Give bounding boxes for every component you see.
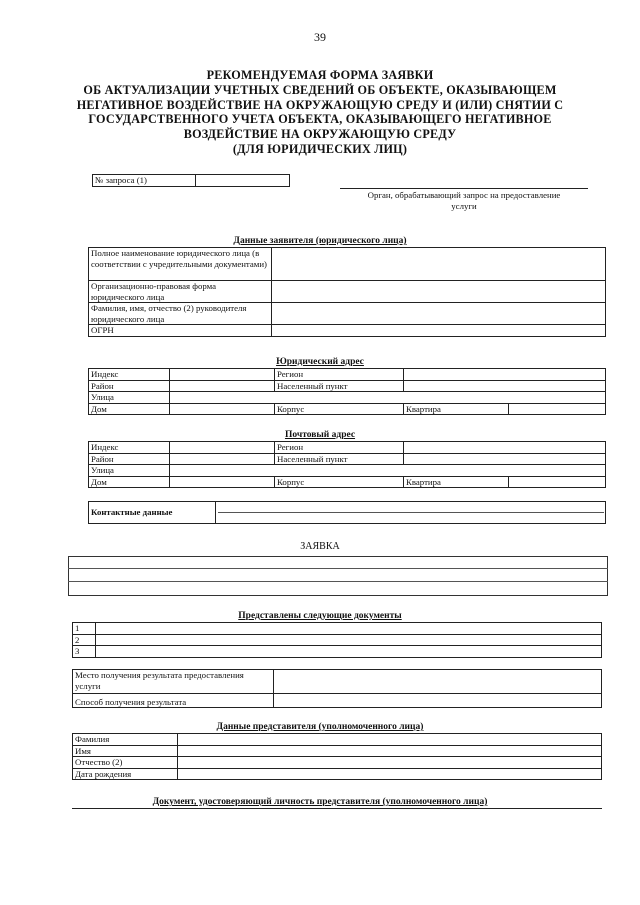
- title-line: РЕКОМЕНДУЕМАЯ ФОРМА ЗАЯВКИ: [206, 68, 434, 82]
- rep-first-name-field[interactable]: [178, 745, 602, 757]
- documents-table: [72, 622, 602, 658]
- result-method-label: Способ получения результата: [73, 694, 274, 708]
- contacts-inner-line: [218, 512, 604, 513]
- legal-house-field[interactable]: [170, 403, 275, 415]
- legal-locality-field[interactable]: [404, 380, 606, 392]
- head-name-field[interactable]: [272, 303, 606, 325]
- rep-patronymic-label: Отчество (2): [73, 757, 178, 769]
- title-line: (ДЛЯ ЮРИДИЧЕСКИХ ЛИЦ): [232, 141, 408, 156]
- applicant-table: [88, 247, 606, 337]
- identity-doc-line[interactable]: [72, 808, 602, 809]
- legal-street-field[interactable]: [170, 392, 606, 404]
- organ-line[interactable]: [340, 188, 588, 189]
- rep-first-name-label: Имя: [73, 745, 178, 757]
- rep-birth-date-label: Дата рождения: [73, 768, 178, 780]
- contacts-label: Контактные данные: [89, 502, 216, 524]
- title-line: ВОЗДЕЙСТВИЕ НА ОКРУЖАЮЩУЮ СРЕДУ: [183, 127, 457, 142]
- legal-index-label: Индекс: [89, 369, 170, 381]
- rep-last-name-label: Фамилия: [73, 734, 178, 746]
- organ-caption: [340, 190, 588, 212]
- rep-patronymic-field[interactable]: [178, 757, 602, 769]
- identity-doc-heading: Документ, удостоверяющий личность представителя (уполномоченного лица): [152, 797, 488, 807]
- postal-building-label: Корпус: [275, 476, 404, 488]
- postal-address-heading: Почтовый адрес: [284, 430, 356, 440]
- title-line: ОБ АКТУАЛИЗАЦИИ УЧЕТНЫХ СВЕДЕНИЙ ОБ ОБЪЕКТЕ, ОКАЗЫВАЮЩЕМ: [83, 82, 557, 97]
- legal-region-label: Регион: [275, 369, 404, 381]
- postal-locality-field[interactable]: [404, 453, 606, 465]
- legal-address-heading: Юридический адрес: [276, 357, 364, 367]
- postal-region-label: Регион: [275, 442, 404, 454]
- request-number-label: № запроса (1): [93, 175, 196, 187]
- legal-form-label: Организационно-правовая форма юридического лица: [89, 281, 272, 303]
- legal-district-field[interactable]: [170, 380, 275, 392]
- page-number: 39: [314, 30, 326, 44]
- representative-table: [72, 733, 602, 780]
- postal-street-label: Улица: [89, 465, 170, 477]
- legal-region-field[interactable]: [404, 369, 606, 381]
- result-method-field[interactable]: [274, 694, 602, 708]
- legal-apartment-field[interactable]: [509, 403, 606, 415]
- result-place-field[interactable]: [274, 670, 602, 694]
- legal-apartment-label: Квартира: [404, 403, 509, 415]
- legal-form-field[interactable]: [272, 281, 606, 303]
- result-table: [72, 669, 602, 708]
- document-field[interactable]: [96, 623, 602, 635]
- ogrn-field[interactable]: [272, 325, 606, 337]
- result-place-label: Место получения результата предоставления услуги: [73, 670, 274, 694]
- document-number: 2: [73, 634, 96, 646]
- postal-apartment-label: Квартира: [404, 476, 509, 488]
- postal-district-field[interactable]: [170, 453, 275, 465]
- legal-index-field[interactable]: [170, 369, 275, 381]
- application-text-field[interactable]: [68, 556, 608, 596]
- postal-locality-label: Населенный пункт: [275, 453, 404, 465]
- postal-house-field[interactable]: [170, 476, 275, 488]
- full-name-label: Полное наименование юридического лица (в соответствии с учредительными документами): [89, 248, 272, 281]
- document-field[interactable]: [96, 634, 602, 646]
- postal-street-field[interactable]: [170, 465, 606, 477]
- ogrn-label: ОГРН: [89, 325, 272, 337]
- legal-street-label: Улица: [89, 392, 170, 404]
- rep-birth-date-field[interactable]: [178, 768, 602, 780]
- request-number-table: [92, 174, 290, 187]
- legal-locality-label: Населенный пункт: [275, 380, 404, 392]
- document-number: 3: [73, 646, 96, 658]
- legal-district-label: Район: [89, 380, 170, 392]
- application-rule: [68, 581, 608, 582]
- head-name-label: Фамилия, имя, отчество (2) руководителя юридического лица: [89, 303, 272, 325]
- application-rule: [68, 568, 608, 569]
- legal-address-table: [88, 368, 606, 415]
- postal-region-field[interactable]: [404, 442, 606, 454]
- postal-house-label: Дом: [89, 476, 170, 488]
- organ-caption-line: услуги: [451, 201, 477, 211]
- title-line: ГОСУДАРСТВЕННОГО УЧЕТА ОБЪЕКТА, ОКАЗЫВАЮЩЕГО НЕГАТИВНОЕ: [88, 112, 552, 127]
- legal-house-label: Дом: [89, 403, 170, 415]
- postal-district-label: Район: [89, 453, 170, 465]
- document-number: 1: [73, 623, 96, 635]
- applicant-heading: Данные заявителя (юридического лица): [233, 236, 407, 246]
- rep-last-name-field[interactable]: [178, 734, 602, 746]
- document-field[interactable]: [96, 646, 602, 658]
- postal-apartment-field[interactable]: [509, 476, 606, 488]
- title-line: НЕГАТИВНОЕ ВОЗДЕЙСТВИЕ НА ОКРУЖАЮЩУЮ СРЕДУ И (ИЛИ) СНЯТИИ С: [76, 97, 564, 112]
- application-heading: ЗАЯВКА: [300, 541, 340, 552]
- legal-building-label: Корпус: [275, 403, 404, 415]
- request-number-field[interactable]: [196, 175, 290, 187]
- representative-heading: Данные представителя (уполномоченного лица): [216, 722, 424, 732]
- postal-address-table: [88, 441, 606, 488]
- postal-index-field[interactable]: [170, 442, 275, 454]
- documents-heading: Представлены следующие документы: [238, 611, 402, 621]
- form-title: [60, 68, 580, 157]
- postal-index-label: Индекс: [89, 442, 170, 454]
- full-name-field[interactable]: [272, 248, 606, 281]
- organ-caption-line: Орган, обрабатывающий запрос на предоставление: [367, 190, 561, 200]
